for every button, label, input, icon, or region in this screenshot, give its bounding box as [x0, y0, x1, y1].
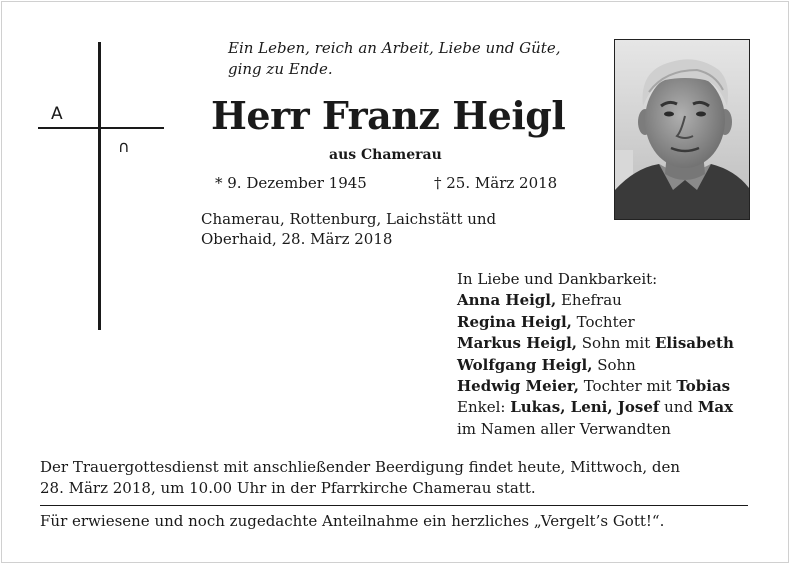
mourner-name: Lukas, Leni, Josef	[510, 398, 660, 417]
service-line: Der Trauergottesdienst mit anschließender Beerdigung findet heute, Mittwoch, den	[40, 458, 681, 476]
mourner-relation: Tochter	[571, 312, 635, 331]
thanks-text: Für erwiesene und noch zugedachte Anteilnahme ein herzliches „Vergelt’s Gott!“.	[40, 512, 665, 530]
funeral-service-text	[40, 457, 680, 499]
mourners-intro: In Liebe und Dankbarkeit:	[457, 270, 658, 288]
mourner-name: Markus Heigl,	[457, 334, 578, 353]
mourner-line	[457, 333, 734, 354]
omega-symbol: ∩	[118, 137, 130, 156]
mourner-relation: Ehefrau	[556, 291, 622, 310]
mourner-relation: Sohn	[592, 355, 636, 374]
mourner-name: Tobias	[676, 377, 731, 396]
portrait-image	[615, 40, 749, 219]
alpha-symbol: A	[51, 104, 63, 124]
mourner-name: Hedwig Meier,	[457, 377, 579, 396]
place-line: Oberhaid, 28. März 2018	[201, 230, 393, 248]
cross-horizontal-bar	[38, 127, 164, 129]
place-line: Chamerau, Rottenburg, Laichstätt und	[201, 210, 497, 228]
deceased-name: Herr Franz Heigl	[211, 93, 566, 138]
motto-line: Ein Leben, reich an Arbeit, Liebe und Güte,	[228, 39, 561, 57]
mourner-line	[457, 376, 734, 397]
mourner-name: Wolfgang Heigl,	[457, 355, 593, 374]
mourner-line	[457, 355, 734, 376]
mourner-name: Elisabeth	[655, 334, 734, 353]
mourner-relation: im Namen aller Verwandten	[457, 419, 671, 438]
cross-vertical-bar	[98, 42, 101, 330]
motto	[228, 38, 560, 80]
place-and-date	[201, 209, 496, 249]
divider-line	[40, 505, 748, 506]
mourner-relation: Sohn mit	[577, 334, 655, 353]
mourner-name: Anna Heigl,	[457, 291, 557, 310]
mourner-relation: und	[659, 398, 698, 417]
mourner-line	[457, 290, 734, 311]
mourner-name: Regina Heigl,	[457, 312, 572, 331]
mourner-name: Max	[697, 398, 734, 417]
mourner-line	[457, 419, 734, 440]
portrait-photo	[614, 39, 750, 220]
death-date: † 25. März 2018	[434, 174, 558, 192]
service-line: 28. März 2018, um 10.00 Uhr in der Pfarrkirche Chamerau statt.	[40, 479, 536, 497]
birth-date: * 9. Dezember 1945	[215, 174, 367, 192]
hometown: aus Chamerau	[329, 147, 442, 163]
mourner-relation: Enkel:	[457, 398, 511, 417]
mourner-line	[457, 397, 734, 418]
mourner-line	[457, 312, 734, 333]
motto-line: ging zu Ende.	[228, 60, 333, 78]
mourners-list	[457, 269, 734, 440]
mourner-relation: Tochter mit	[578, 377, 677, 396]
